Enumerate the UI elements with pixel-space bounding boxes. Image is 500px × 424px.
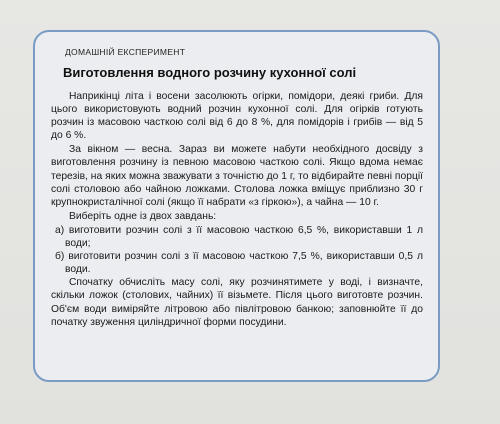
- paragraph-final: Спочатку обчисліть масу солі, яку розчинятимете у воді, і визначте, скільки ложок (столових, чайних) її візьмете. Після цього виготовте розчин. Об'єм води виміряйте літровою або півлітровою банкою; заповнюйте її до початку звуження циліндричної форми посудини.: [51, 277, 423, 328]
- experiment-body: [51, 90, 423, 330]
- experiment-title: Виготовлення водного розчину кухонної солі: [63, 65, 357, 80]
- task-b: б) виготовити розчин солі з її масовою часткою 7,5 %, використавши 0,5 л води.: [55, 251, 423, 276]
- paragraph-instructions: За вікном — весна. Зараз ви можете набути необхідного досвіду з виготовлення розчину із певною масовою часткою солі. Якщо вдома немає терезів, на яких можна зважувати з точністю до 1 г, то відбирайте певні порції солі столовою або чайною ложками. Столова ложка вміщує приблизно 30 г крупнокристалічної солі (якщо її набрати «з гіркою»), а чайна — 10 г.: [51, 144, 423, 208]
- experiment-box: [33, 30, 440, 382]
- section-label: ДОМАШНІЙ ЕКСПЕРИМЕНТ: [65, 47, 186, 57]
- paragraph-choose-task: Виберіть одне із двох завдань:: [69, 210, 217, 222]
- task-a: а) виготовити розчин солі з її масовою часткою 6,5 %, використавши 1 л води;: [55, 224, 423, 250]
- paragraph-intro: Наприкінці літа і восени засолюють огірки, помідори, деякі гриби. Для цього використовують водний розчин кухонної солі. Для огірків готують розчин із масовою часткою солі від 6 до 8 %, для помідорів і грибів — від 5 до 6 %.: [51, 91, 423, 142]
